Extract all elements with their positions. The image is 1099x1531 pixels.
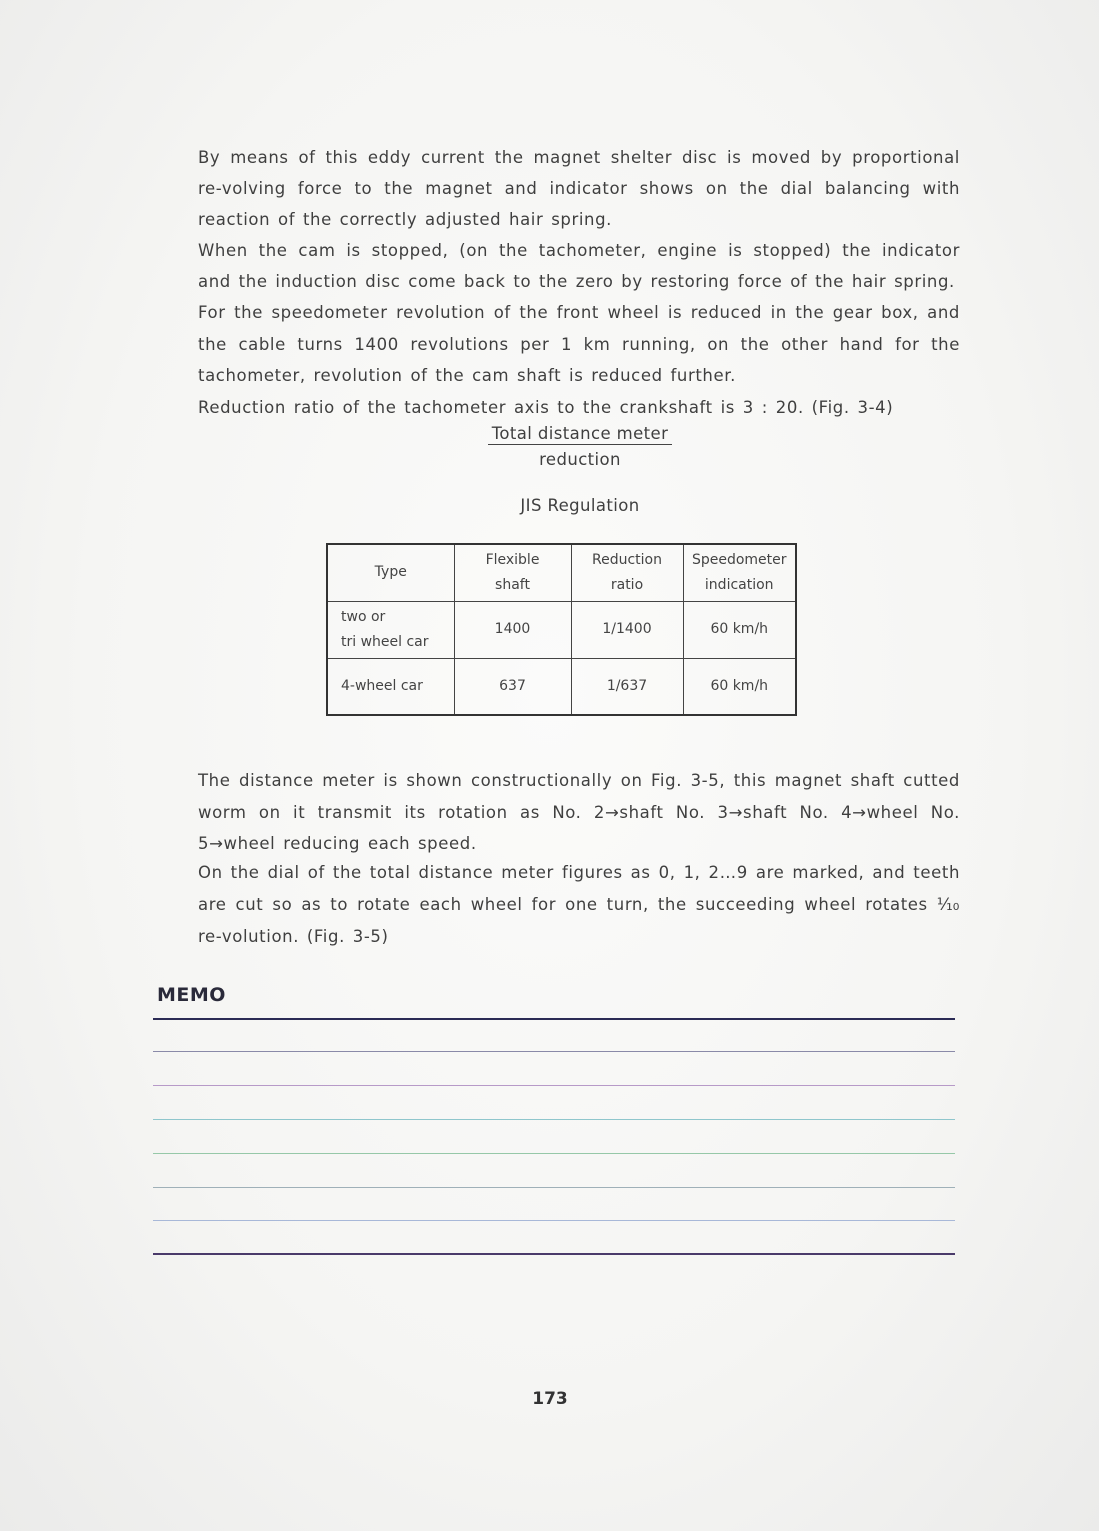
table-header-row (327, 544, 796, 601)
table-row (327, 658, 796, 715)
cell-ratio: 1/1400 (571, 601, 683, 658)
paragraph-distance-meter: The distance meter is shown constructionally on Fig. 3-5, this magnet shaft cutted worm on it transmit its rotation as No. 2→shaft No. 3→shaft No. 4→wheel No. 5→wheel reducing each speed. (198, 771, 960, 853)
paragraph-reduction-ratio: Reduction ratio of the tachometer axis to the crankshaft is 3 : 20. (Fig. 3-4) (198, 398, 894, 417)
cell-speed: 60 km/h (683, 658, 796, 715)
figure-title: Total distance meter (430, 424, 730, 443)
memo-title: MEMO (157, 984, 226, 1006)
memo-line (153, 1187, 955, 1188)
cell-ratio: 1/637 (571, 658, 683, 715)
cell-speed: 60 km/h (683, 601, 796, 658)
table-row (327, 601, 796, 658)
memo-line (153, 1018, 955, 1020)
header-type: Type (327, 544, 454, 601)
memo-line (153, 1153, 955, 1154)
page-number: 173 (532, 1389, 568, 1409)
header-reduction-ratio: Reduction ratio (571, 544, 683, 601)
memo-line (153, 1253, 955, 1255)
paragraph-cam-stopped: When the cam is stopped, (on the tachometer, engine is stopped) the indicator and the induction disc come back to the zero by restoring force of the hair spring. (198, 241, 960, 291)
paragraph-dial-figures: On the dial of the total distance meter figures as 0, 1, 2…9 are marked, and teeth are cut so as to rotate each wheel for one turn, the succeeding wheel rotates ⅒ re-volution. (Fig. 3-5) (198, 863, 960, 946)
memo-line (153, 1085, 955, 1086)
jis-regulation-table (326, 543, 797, 716)
header-speedometer-indication: Speedometer indication (683, 544, 796, 601)
paragraph-speedometer-revolution: For the speedometer revolution of the front wheel is reduced in the gear box, and the cable turns 1400 revolutions per 1 km running, on the other hand for the tachometer, revolution of the cam shaft is reduced further. (198, 303, 960, 385)
memo-line (153, 1051, 955, 1052)
cell-shaft: 637 (454, 658, 571, 715)
paragraph-eddy-current: By means of this eddy current the magnet shelter disc is moved by proportional re-volving force to the magnet and indicator shows on the dial balancing with reaction of the correctly adjusted hair spring. (198, 148, 960, 229)
memo-line (153, 1119, 955, 1120)
cell-shaft: 1400 (454, 601, 571, 658)
table-caption: JIS Regulation (520, 496, 640, 515)
cell-type: two or tri wheel car (327, 601, 454, 658)
cell-type: 4-wheel car (327, 658, 454, 715)
memo-line (153, 1220, 955, 1221)
figure-subtitle: reduction (539, 450, 621, 469)
header-flexible-shaft: Flexible shaft (454, 544, 571, 601)
